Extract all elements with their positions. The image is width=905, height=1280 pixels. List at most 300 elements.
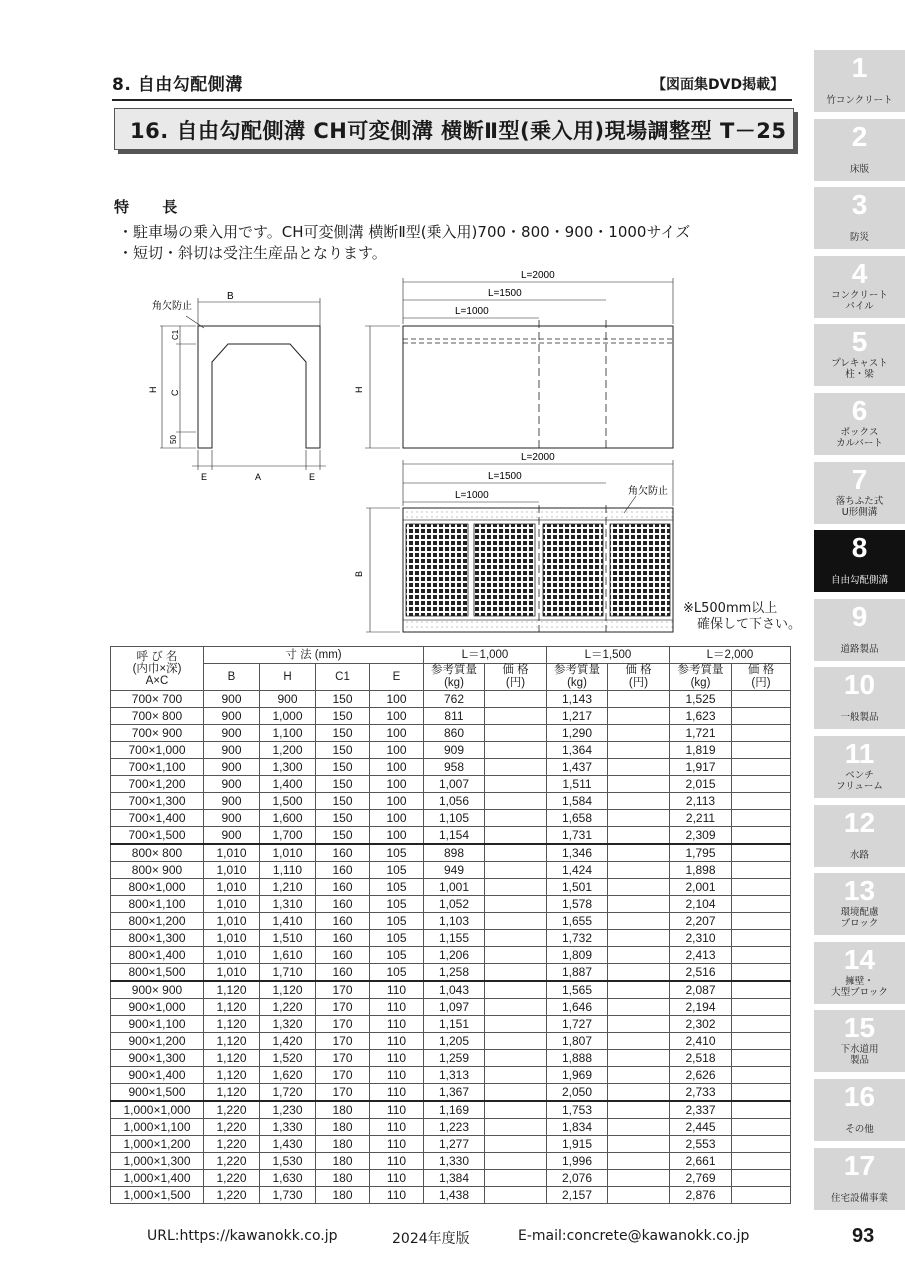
cell-price-1000 [485, 1153, 547, 1170]
sidebar-tab-number: 10 [843, 669, 876, 701]
cell-c1: 160 [316, 862, 370, 879]
th-name [111, 647, 204, 691]
cell-price-1500 [608, 1033, 670, 1050]
cell-e: 100 [370, 776, 424, 793]
cell-price-1000 [485, 742, 547, 759]
cell-price-2000 [732, 1119, 791, 1136]
cell-mass-2000: 2,211 [670, 810, 732, 827]
cell-mass-1000: 1,258 [424, 964, 485, 982]
cell-mass-1500: 2,050 [547, 1084, 608, 1102]
cell-b: 900 [204, 759, 260, 776]
cell-b: 1,120 [204, 999, 260, 1016]
cell-h: 1,010 [260, 844, 316, 862]
cell-e: 110 [370, 1101, 424, 1119]
cell-mass-2000: 2,413 [670, 947, 732, 964]
cell-h: 1,330 [260, 1119, 316, 1136]
cell-price-2000 [732, 1016, 791, 1033]
cell-e: 110 [370, 981, 424, 999]
footer-url[interactable]: URL:https://kawanokk.co.jp [147, 1228, 338, 1244]
cell-price-2000 [732, 879, 791, 896]
cell-price-2000 [732, 844, 791, 862]
cell-name: 900×1,000 [111, 999, 204, 1016]
cell-price-2000 [732, 1067, 791, 1084]
cell-b: 900 [204, 827, 260, 845]
sidebar-tab-label: 擁壁・ 大型ブロック [831, 975, 888, 998]
cell-price-2000 [732, 1101, 791, 1119]
sidebar-tab-label: 竹コンクリート [826, 95, 893, 106]
cell-price-1000 [485, 1136, 547, 1153]
cell-b: 1,220 [204, 1153, 260, 1170]
cell-b: 900 [204, 691, 260, 708]
cell-h: 1,720 [260, 1084, 316, 1102]
cell-price-2000 [732, 1170, 791, 1187]
cell-b: 1,120 [204, 1050, 260, 1067]
cell-mass-2000: 2,445 [670, 1119, 732, 1136]
cell-mass-1500: 1,732 [547, 930, 608, 947]
cell-b: 1,120 [204, 981, 260, 999]
cell-price-1000 [485, 1170, 547, 1187]
cell-mass-1500: 1,731 [547, 827, 608, 845]
table-row [111, 1050, 791, 1067]
cell-c1: 180 [316, 1101, 370, 1119]
cell-c1: 170 [316, 1084, 370, 1102]
spec-table-body [111, 691, 791, 1204]
sidebar-tab-4[interactable] [814, 256, 905, 318]
cell-price-2000 [732, 913, 791, 930]
cell-mass-2000: 2,104 [670, 896, 732, 913]
footer-email[interactable]: E-mail:concrete@kawanokk.co.jp [518, 1228, 750, 1244]
cell-name: 1,000×1,000 [111, 1101, 204, 1119]
cell-price-1500 [608, 810, 670, 827]
sidebar-tab-label: 住宅設備事業 [830, 1192, 888, 1204]
cell-mass-2000: 2,410 [670, 1033, 732, 1050]
cell-price-1000 [485, 844, 547, 862]
label-l2000-a: L=2000 [521, 270, 555, 281]
cell-e: 100 [370, 708, 424, 725]
cell-e: 110 [370, 1033, 424, 1050]
sidebar-tab-label: プレキャスト 柱・梁 [831, 358, 888, 381]
cell-mass-1000: 898 [424, 844, 485, 862]
cell-price-1000 [485, 793, 547, 810]
cell-h: 1,220 [260, 999, 316, 1016]
sidebar-tab-8[interactable] [814, 530, 905, 592]
cell-price-1000 [485, 776, 547, 793]
cell-price-2000 [732, 1050, 791, 1067]
cell-mass-2000: 2,518 [670, 1050, 732, 1067]
cell-name: 700×1,200 [111, 776, 204, 793]
table-row [111, 947, 791, 964]
cell-name: 800× 900 [111, 862, 204, 879]
cell-price-1000 [485, 879, 547, 896]
cell-mass-2000: 2,337 [670, 1101, 732, 1119]
sidebar-tab-label: その他 [845, 1124, 874, 1135]
cell-price-2000 [732, 981, 791, 999]
cell-price-1500 [608, 947, 670, 964]
cell-mass-1500: 2,157 [547, 1187, 608, 1204]
cell-e: 110 [370, 1016, 424, 1033]
spec-table [110, 646, 791, 1204]
cell-e: 110 [370, 1153, 424, 1170]
cell-mass-1000: 1,259 [424, 1050, 485, 1067]
sidebar-tab-16[interactable] [814, 1079, 905, 1141]
sidebar-tab-number: 5 [851, 326, 868, 358]
cell-price-1500 [608, 844, 670, 862]
side-elevation-drawing [365, 278, 673, 448]
sidebar-tab-13[interactable] [814, 873, 905, 935]
cell-price-2000 [732, 827, 791, 845]
cell-mass-1500: 1,809 [547, 947, 608, 964]
cell-mass-1000: 1,007 [424, 776, 485, 793]
cell-c1: 170 [316, 1050, 370, 1067]
table-row [111, 879, 791, 896]
cell-price-1500 [608, 862, 670, 879]
th-price-3: 価 格 (円) [732, 664, 791, 691]
cell-mass-1500: 1,887 [547, 964, 608, 982]
cell-price-2000 [732, 759, 791, 776]
cell-price-1500 [608, 708, 670, 725]
cell-h: 1,410 [260, 913, 316, 930]
sidebar-tab-label: 環境配慮 ブロック [840, 907, 879, 930]
sidebar-tab-number: 2 [851, 120, 868, 152]
cell-mass-2000: 2,661 [670, 1153, 732, 1170]
cell-mass-1500: 1,915 [547, 1136, 608, 1153]
cell-c1: 170 [316, 1016, 370, 1033]
cell-mass-2000: 2,015 [670, 776, 732, 793]
table-row [111, 691, 791, 708]
cell-name: 900×1,100 [111, 1016, 204, 1033]
cell-h: 1,730 [260, 1187, 316, 1204]
cell-name: 800×1,400 [111, 947, 204, 964]
cell-price-2000 [732, 793, 791, 810]
cell-b: 900 [204, 793, 260, 810]
sidebar-tab-number: 12 [843, 806, 876, 838]
cell-c1: 150 [316, 725, 370, 742]
cell-mass-1000: 1,043 [424, 981, 485, 999]
cell-c1: 150 [316, 793, 370, 810]
cell-mass-1500: 1,655 [547, 913, 608, 930]
sidebar-tab-1[interactable] [814, 50, 905, 112]
cell-mass-2000: 2,733 [670, 1084, 732, 1102]
cell-price-2000 [732, 896, 791, 913]
cell-price-1500 [608, 896, 670, 913]
cell-name: 800×1,300 [111, 930, 204, 947]
cell-price-2000 [732, 742, 791, 759]
cell-price-1500 [608, 1153, 670, 1170]
cell-mass-1500: 1,969 [547, 1067, 608, 1084]
cell-price-1000 [485, 1050, 547, 1067]
label-l1500-a: L=1500 [488, 288, 522, 299]
table-row [111, 1170, 791, 1187]
cell-mass-1500: 1,996 [547, 1153, 608, 1170]
table-row [111, 759, 791, 776]
drawing-note [683, 601, 801, 633]
sidebar-tab-number: 13 [843, 875, 876, 907]
cell-e: 105 [370, 862, 424, 879]
cell-price-1500 [608, 999, 670, 1016]
cell-h: 1,310 [260, 896, 316, 913]
table-row [111, 964, 791, 982]
sidebar-tab-label: 自由勾配側溝 [830, 575, 888, 587]
cell-name: 700×1,000 [111, 742, 204, 759]
cell-h: 900 [260, 691, 316, 708]
cell-mass-1500: 1,346 [547, 844, 608, 862]
cell-mass-1000: 909 [424, 742, 485, 759]
cell-price-2000 [732, 810, 791, 827]
cell-price-1500 [608, 827, 670, 845]
cell-h: 1,210 [260, 879, 316, 896]
sidebar-tab-5[interactable] [814, 324, 905, 386]
label-l1000-b: L=1000 [455, 490, 489, 501]
cell-mass-1500: 1,424 [547, 862, 608, 879]
label-e-left: E [201, 472, 208, 482]
cell-name: 800×1,100 [111, 896, 204, 913]
cell-e: 105 [370, 964, 424, 982]
label-l1000-a: L=1000 [455, 306, 489, 317]
cell-name: 1,000×1,100 [111, 1119, 204, 1136]
cell-mass-1500: 2,076 [547, 1170, 608, 1187]
cell-b: 900 [204, 776, 260, 793]
sidebar-tab-number: 16 [843, 1081, 876, 1112]
plan-view-drawing [366, 460, 673, 632]
cell-name: 1,000×1,200 [111, 1136, 204, 1153]
table-row [111, 810, 791, 827]
cell-b: 1,120 [204, 1016, 260, 1033]
sidebar-tab-label: 一般製品 [840, 712, 879, 724]
cell-price-2000 [732, 776, 791, 793]
chapter-title: 8. 自由勾配側溝 [112, 75, 243, 95]
cell-b: 1,120 [204, 1084, 260, 1102]
th-c1: C1 [316, 664, 370, 691]
cell-mass-1000: 1,001 [424, 879, 485, 896]
sidebar-tab-12[interactable] [814, 805, 905, 867]
table-row [111, 1187, 791, 1204]
cell-price-2000 [732, 1136, 791, 1153]
cell-c1: 170 [316, 1033, 370, 1050]
cell-name: 700× 900 [111, 725, 204, 742]
cell-mass-2000: 2,087 [670, 981, 732, 999]
cell-mass-1000: 811 [424, 708, 485, 725]
cell-name: 900×1,300 [111, 1050, 204, 1067]
cell-h: 1,510 [260, 930, 316, 947]
cell-price-2000 [732, 691, 791, 708]
cell-b: 1,220 [204, 1170, 260, 1187]
cell-price-1500 [608, 759, 670, 776]
cell-name: 900× 900 [111, 981, 204, 999]
cell-mass-2000: 2,516 [670, 964, 732, 982]
table-row [111, 1067, 791, 1084]
cell-name: 900×1,500 [111, 1084, 204, 1102]
cell-c1: 150 [316, 759, 370, 776]
cell-mass-1000: 1,438 [424, 1187, 485, 1204]
th-e: E [370, 664, 424, 691]
sidebar-tab-2[interactable] [814, 119, 905, 181]
cell-h: 1,230 [260, 1101, 316, 1119]
cell-h: 1,710 [260, 964, 316, 982]
cell-mass-2000: 1,623 [670, 708, 732, 725]
cell-price-1500 [608, 1016, 670, 1033]
cell-h: 1,700 [260, 827, 316, 845]
cell-price-2000 [732, 964, 791, 982]
cell-mass-1000: 762 [424, 691, 485, 708]
sidebar-tab-number: 8 [851, 532, 868, 564]
cell-e: 105 [370, 947, 424, 964]
features-heading: 特 長 [114, 198, 192, 216]
sidebar-tab-label: コンクリート パイル [831, 289, 888, 312]
cell-e: 110 [370, 1170, 424, 1187]
cell-name: 700×1,300 [111, 793, 204, 810]
footer-edition: 2024年度版 [392, 1231, 470, 1247]
cell-mass-1000: 958 [424, 759, 485, 776]
cell-price-1000 [485, 1033, 547, 1050]
cell-c1: 160 [316, 879, 370, 896]
cell-h: 1,300 [260, 759, 316, 776]
th-name-1: 呼 び 名 [136, 650, 178, 663]
cell-e: 100 [370, 793, 424, 810]
cell-price-1500 [608, 913, 670, 930]
table-row [111, 1136, 791, 1153]
cell-e: 110 [370, 1136, 424, 1153]
cell-h: 1,100 [260, 725, 316, 742]
sidebar-tab-9[interactable] [814, 599, 905, 661]
th-h: H [260, 664, 316, 691]
th-price-1: 価 格 (円) [485, 664, 547, 691]
cell-mass-1000: 1,151 [424, 1016, 485, 1033]
cell-e: 100 [370, 759, 424, 776]
cell-b: 1,120 [204, 1067, 260, 1084]
cell-price-2000 [732, 930, 791, 947]
cell-mass-2000: 2,769 [670, 1170, 732, 1187]
cell-price-1000 [485, 896, 547, 913]
label-kakuketsu-1: 角欠防止 [152, 301, 192, 312]
sidebar-tab-3[interactable] [814, 187, 905, 249]
sidebar-tab-14[interactable] [814, 942, 905, 1004]
table-row [111, 1084, 791, 1102]
cell-b: 1,120 [204, 1033, 260, 1050]
cell-e: 110 [370, 999, 424, 1016]
sidebar-tab-number: 4 [851, 257, 868, 289]
cell-price-1500 [608, 964, 670, 982]
sidebar-tab-label: 下水道用 製品 [840, 1044, 879, 1067]
cell-mass-1000: 1,330 [424, 1153, 485, 1170]
cell-c1: 170 [316, 981, 370, 999]
table-row [111, 776, 791, 793]
cell-mass-2000: 1,795 [670, 844, 732, 862]
cell-mass-1000: 1,103 [424, 913, 485, 930]
table-row [111, 793, 791, 810]
cell-mass-1000: 1,313 [424, 1067, 485, 1084]
cell-price-1000 [485, 913, 547, 930]
sidebar-tab-label: 水路 [849, 849, 869, 861]
cell-name: 800×1,000 [111, 879, 204, 896]
sidebar-tab-15[interactable] [814, 1010, 905, 1072]
cell-mass-1500: 1,646 [547, 999, 608, 1016]
sidebar-tab-label: 道路製品 [840, 643, 879, 655]
cell-price-2000 [732, 1033, 791, 1050]
cell-mass-2000: 2,194 [670, 999, 732, 1016]
cell-name: 1,000×1,400 [111, 1170, 204, 1187]
cell-e: 105 [370, 844, 424, 862]
cell-mass-1000: 1,205 [424, 1033, 485, 1050]
table-row [111, 1016, 791, 1033]
th-mass-3: 参考質量 (kg) [670, 664, 732, 691]
cell-price-1500 [608, 930, 670, 947]
cell-c1: 160 [316, 844, 370, 862]
sidebar-tab-7[interactable] [814, 462, 905, 524]
cell-mass-1500: 1,727 [547, 1016, 608, 1033]
cell-c1: 150 [316, 742, 370, 759]
cell-price-1000 [485, 1101, 547, 1119]
sidebar-tab-number: 11 [844, 738, 875, 769]
th-l1000: L＝1,000 [424, 647, 547, 664]
table-row [111, 862, 791, 879]
cell-price-1500 [608, 742, 670, 759]
cell-b: 1,010 [204, 930, 260, 947]
cell-price-1000 [485, 1016, 547, 1033]
table-row [111, 827, 791, 845]
cell-b: 1,010 [204, 964, 260, 982]
label-b-plan: B [354, 570, 364, 577]
cell-price-1500 [608, 879, 670, 896]
table-row [111, 930, 791, 947]
cell-price-1000 [485, 810, 547, 827]
cell-price-1000 [485, 1084, 547, 1102]
note-line-1: ※L500mm以上 [683, 601, 778, 616]
cell-name: 900×1,200 [111, 1033, 204, 1050]
table-row [111, 1153, 791, 1170]
cell-b: 1,220 [204, 1187, 260, 1204]
sidebar-tab-number: 7 [851, 463, 868, 495]
cell-e: 100 [370, 725, 424, 742]
cell-price-1000 [485, 1067, 547, 1084]
cell-price-1500 [608, 1136, 670, 1153]
table-row [111, 913, 791, 930]
cell-h: 1,620 [260, 1067, 316, 1084]
cell-price-1500 [608, 1187, 670, 1204]
sidebar-tab-label: ベンチ フリューム [836, 770, 883, 792]
cell-b: 900 [204, 810, 260, 827]
sidebar-tab-10[interactable] [814, 667, 905, 729]
cell-mass-2000: 2,001 [670, 879, 732, 896]
label-l2000-b: L=2000 [521, 452, 555, 463]
cell-c1: 180 [316, 1187, 370, 1204]
sidebar-tab-number: 9 [851, 600, 868, 632]
cell-mass-1500: 1,511 [547, 776, 608, 793]
cell-mass-1000: 1,097 [424, 999, 485, 1016]
cell-mass-1000: 1,154 [424, 827, 485, 845]
sidebar-tab-6[interactable] [814, 393, 905, 455]
cell-c1: 160 [316, 896, 370, 913]
cell-mass-2000: 1,898 [670, 862, 732, 879]
sidebar-tab-label: ボックス カルバート [836, 427, 883, 449]
cell-price-1500 [608, 1050, 670, 1067]
sidebar-tab-11[interactable] [814, 736, 905, 798]
cell-mass-1500: 1,584 [547, 793, 608, 810]
cell-mass-2000: 1,721 [670, 725, 732, 742]
th-price-2: 価 格 (円) [608, 664, 670, 691]
cell-mass-1500: 1,565 [547, 981, 608, 999]
cell-price-1000 [485, 999, 547, 1016]
cell-b: 1,220 [204, 1119, 260, 1136]
cell-b: 1,010 [204, 862, 260, 879]
sidebar-tab-17[interactable] [814, 1148, 905, 1210]
cell-c1: 180 [316, 1119, 370, 1136]
cell-h: 1,610 [260, 947, 316, 964]
cell-c1: 180 [316, 1153, 370, 1170]
cell-price-1500 [608, 1119, 670, 1136]
cell-b: 900 [204, 708, 260, 725]
cell-e: 100 [370, 827, 424, 845]
th-name-3: A×C [145, 674, 169, 687]
